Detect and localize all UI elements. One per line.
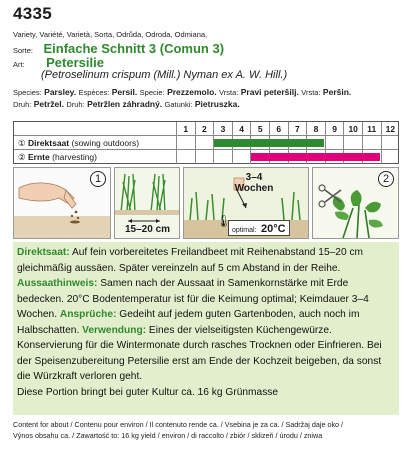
heading-direktsaat: Direktsaat:	[17, 247, 70, 258]
art-label: Art:	[13, 60, 25, 69]
calendar-cell	[176, 150, 195, 164]
heading-verwendung: Verwendung:	[82, 324, 147, 336]
species-item: Specie: Prezzemolo.	[139, 87, 217, 97]
calendar-month-1: 1	[176, 122, 195, 136]
panel-harvest	[312, 167, 399, 239]
footer-line-1: Content for about / Contenu pour environ / Il contenuto rende ca. / Vsebina je za ca. / Sadržaj daje oko /	[13, 420, 344, 429]
calendar-cell	[232, 150, 251, 164]
calendar-cell	[381, 150, 400, 164]
calendar-bar-1	[251, 153, 379, 161]
description-box	[13, 242, 399, 415]
calendar-month-3: 3	[213, 122, 232, 136]
product-code: 4335	[13, 4, 53, 23]
text-verwendung: Eines der vielseitigsten Küchengewürze. Konservierung für die Wintermonate durch rasches Trocknen oder Einfrieren. Bei der Speisenzubereitung Petersilie erst am Ende der Kochzeit beigeben, da sonst die Würzkraft verloren geht.	[17, 324, 382, 382]
heading-ansprueche: Ansprüche:	[59, 309, 117, 320]
sorte-value: Einfache Schnitt 3 (Comun 3)	[43, 41, 225, 56]
calendar-month-6: 6	[269, 122, 288, 136]
calendar-row-label: ② Ernte (harvesting)	[18, 152, 97, 162]
sorte-label: Sorte:	[13, 46, 34, 55]
calendar-month-4: 4	[232, 122, 251, 136]
calendar-header-row	[14, 122, 398, 136]
step-2-badge: 2	[378, 171, 394, 187]
species-item: Gatunki: Pietruszka.	[164, 99, 240, 109]
species-item: Espèces: Persil.	[78, 87, 138, 97]
calendar-cell	[176, 136, 195, 150]
panel-sowing	[13, 167, 111, 239]
panel-germination	[183, 167, 309, 239]
germination-weeks-label: 3–4 Wochen	[234, 172, 274, 194]
footer-line-2: Výnos obsahu ca. / Zawartość to: 16 kg yield / environ / di raccolto / zbiór / sklizeň / úrodu / zniwa	[13, 431, 323, 440]
calendar-bar-0	[214, 139, 324, 147]
calendar-cell	[195, 150, 214, 164]
optimal-temperature-badge: optimal: 20°C	[228, 220, 290, 236]
calendar-row-ernte	[14, 150, 398, 164]
calendar-row-direktsaat	[14, 136, 398, 150]
calendar-cell	[362, 136, 381, 150]
calendar-cell	[325, 136, 344, 150]
calendar-cell	[195, 136, 214, 150]
calendar-month-11: 11	[362, 122, 381, 136]
yield-note: Diese Portion bringt bei guter Kultur ca. 16 kg Grünmasse	[17, 386, 279, 398]
species-item: Species: Parsley.	[13, 87, 77, 97]
species-item: Druh: Petržel.	[13, 99, 64, 109]
latin-name: (Petroselinum crispum (Mill.) Nyman ex A. W. Hill.)	[41, 69, 288, 81]
calendar-month-10: 10	[343, 122, 362, 136]
calendar-cell	[381, 136, 400, 150]
text-direktsaat: Auf fein vorbereitetes Freilandbeet mit Reihenabstand 15–20 cm gleichmäßig aussäen. Später vereinzeln auf 5 cm Abstand in der Reihe.	[17, 247, 364, 274]
calendar-month-2: 2	[195, 122, 214, 136]
species-item: Vrsta: Pravi peteršilj.	[219, 87, 299, 97]
heading-aussaathinweis: Aussaathinweis:	[17, 278, 98, 289]
sowing-calendar	[13, 121, 399, 164]
art-value: Petersilie	[46, 55, 104, 70]
species-item: Druh: Petržlen záhradný.	[66, 99, 163, 109]
thermometer-icon: 🌡	[216, 214, 232, 228]
calendar-cell	[343, 136, 362, 150]
row-spacing-label: 15–20 cm	[125, 224, 171, 235]
species-line-2	[13, 99, 240, 109]
calendar-month-7: 7	[288, 122, 307, 136]
variety-languages: Variety, Variété, Varietà, Sorta, Odrůda, Odroda, Odmiana,	[13, 30, 208, 39]
species-item: Vrsta: Peršin.	[301, 87, 352, 97]
calendar-month-5: 5	[250, 122, 269, 136]
calendar-row-label: ① Direktsaat (sowing outdoors)	[18, 138, 140, 148]
panel-row-spacing	[114, 167, 180, 239]
calendar-cell	[213, 150, 232, 164]
step-1-badge: 1	[90, 171, 106, 187]
species-line-1	[13, 87, 351, 97]
calendar-month-12: 12	[381, 122, 400, 136]
text-aussaathinweis: Samen nach der Aussaat in Samenkornstärke mit Erde bedecken. 20°C Bodentemperatur ist für die Keimung optimal; Keimdauer 3–4 Wochen.	[17, 278, 369, 320]
text-ansprueche: Gedeiht auf jedem guten Gartenboden, auch noch im Halbschatten.	[17, 309, 360, 336]
calendar-month-8: 8	[306, 122, 325, 136]
calendar-month-9: 9	[325, 122, 344, 136]
